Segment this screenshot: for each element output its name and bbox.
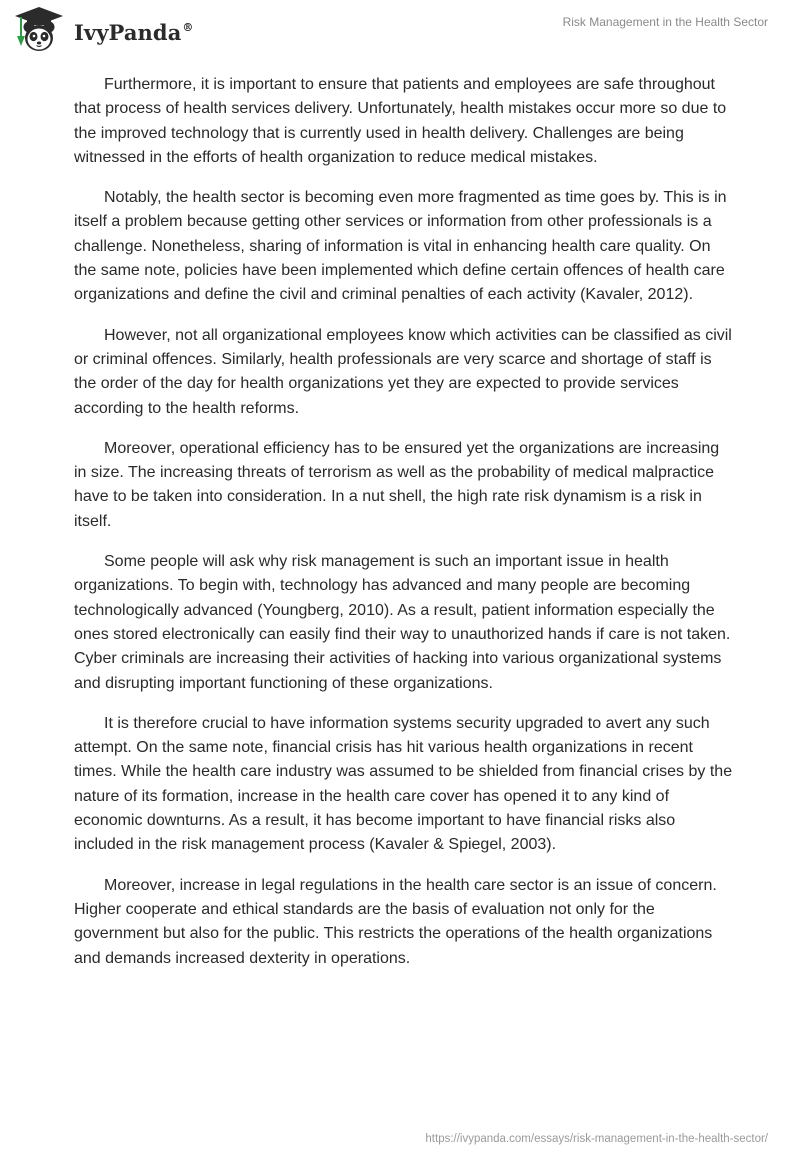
- brand-logo[interactable]: [12, 6, 194, 54]
- essay-body: [74, 73, 736, 987]
- page-header: [0, 0, 800, 60]
- running-title: Risk Management in the Health Sector: [562, 15, 768, 29]
- panda-graduate-icon: [12, 6, 66, 54]
- paragraph: Moreover, operational efficiency has to be ensured yet the organizations are increasing in size. The increasing threats of terrorism as well as the probability of medical malpractice have to be taken into consideration. In a nut shell, the high rate risk dynamism is a risk in itself.: [74, 439, 720, 530]
- paragraph: Some people will ask why risk management is such an important issue in health organizations. To begin with, technology has advanced and many people are becoming technologically advanced (Youngberg, 2010). As a result, patient information especially the ones stored electronically can easily find their way to unauthorized hands if care is not taken. Cyber criminals are increasing their activities of hacking into various organizational systems and disrupting important functioning of these organizations.: [74, 553, 731, 692]
- brand-name: IvyPanda®: [74, 19, 194, 45]
- paragraph: However, not all organizational employees know which activities can be classified as civil or criminal offences. Similarly, health professionals are very scarce and shortage of staff is the order of the day for health organizations yet they are expected to provide services according to the health reforms.: [74, 326, 732, 417]
- paragraph: Moreover, increase in legal regulations in the health care sector is an issue of concern. Higher cooperate and ethical standards are the basis of evaluation not only for the government but also for the public. This restricts the operations of the health organizations and demands increased dexterity in operations.: [74, 876, 717, 967]
- paragraph: Furthermore, it is important to ensure that patients and employees are safe throughout that process of health services delivery. Unfortunately, health mistakes occur more so due to the improved technology that is currently used in health delivery. Challenges are being witnessed in the efforts of health organization to reduce medical mistakes.: [74, 76, 727, 166]
- source-url-link[interactable]: https://ivypanda.com/essays/risk-management-in-the-health-sector/: [425, 1133, 768, 1145]
- paragraph: It is therefore crucial to have information systems security upgraded to avert any such attempt. On the same note, financial crisis has hit various health organizations in recent times. While the health care industry was assumed to be shielded from financial crises by the nature of its formation, increase in the health care cover has opened it to any kind of economic downturns. As a result, it has become important to have financial risks also included in the risk management process (Kavaler & Spiegel, 2003).: [74, 714, 733, 854]
- paragraph: Notably, the health sector is becoming even more fragmented as time goes by. This is in itself a problem because getting other services or information from other professionals is a challenge. Nonetheless, sharing of information is vital in enhancing health care quality. On the same note, policies have been implemented which define certain offences of health care organizations and define the civil and criminal penalties of each activity (Kavaler, 2012).: [74, 189, 727, 304]
